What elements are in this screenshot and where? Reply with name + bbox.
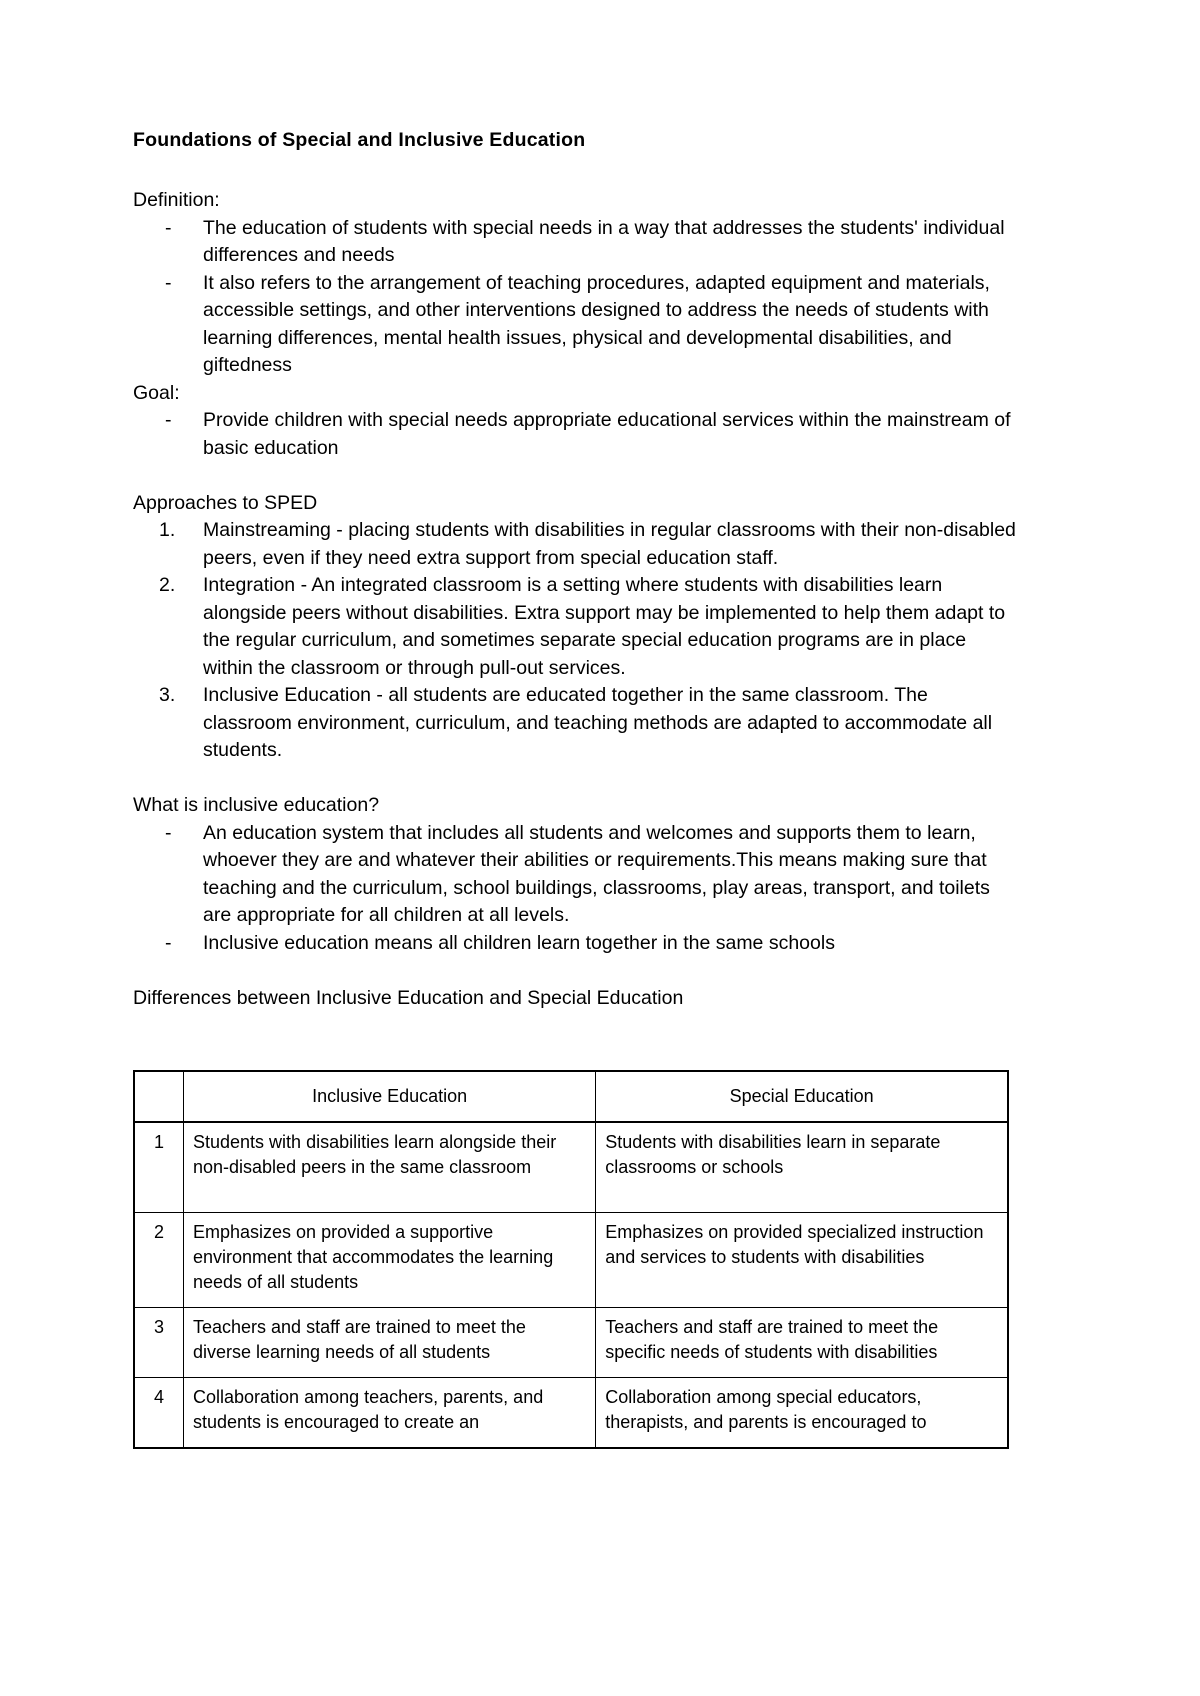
dash-marker: - (165, 931, 172, 954)
definition-heading: Definition: (133, 189, 220, 212)
differences-table-wrapper (133, 1070, 1020, 1449)
table-header-inclusive: Inclusive Education (184, 1071, 596, 1122)
paragraph-spacer (133, 765, 1020, 793)
dash-marker: - (165, 821, 172, 844)
cell-special: Collaboration among special educators, therapists, and parents is encouraged to (596, 1378, 1008, 1449)
table-header (134, 1071, 1008, 1122)
number-marker: 1. (159, 519, 176, 542)
dash-marker: - (165, 216, 172, 239)
cell-special: Teachers and staff are trained to meet the specific needs of students with disabilities (596, 1308, 1008, 1378)
row-number: 4 (134, 1378, 184, 1449)
list-item-text: An education system that includes all students and welcomes and supports them to learn, whoever they are and whatever their abilities or requirements.This means making sure that teaching and the curriculum, school buildings, classrooms, play areas, transport, and toilets are appropriate for all children at all levels. (203, 821, 990, 927)
list-item-text: Inclusive Education - all students are educated together in the same classroom. The classroom environment, curriculum, and teaching methods are adapted to accommodate all students. (203, 684, 993, 762)
table-row (134, 1213, 1008, 1308)
list-item (133, 270, 1020, 380)
list-item-text: The education of students with special needs in a way that addresses the students' individual differences and needs (203, 216, 1005, 267)
list-item (133, 215, 1020, 270)
cell-inclusive: Emphasizes on provided a supportive environment that accommodates the learning needs of all students (184, 1213, 596, 1308)
dash-marker: - (165, 409, 172, 432)
approaches-heading: Approaches to SPED (133, 491, 318, 514)
cell-special: Students with disabilities learn in separate classrooms or schools (596, 1122, 1008, 1213)
list-item (133, 820, 1020, 930)
table-row (134, 1308, 1008, 1378)
goal-heading: Goal: (133, 381, 180, 404)
cell-inclusive: Teachers and staff are trained to meet the diverse learning needs of all students (184, 1308, 596, 1378)
row-number: 1 (134, 1122, 184, 1213)
inclusive-question-list (133, 820, 1020, 958)
differences-table (133, 1070, 1009, 1449)
row-number: 2 (134, 1213, 184, 1308)
dash-marker: - (165, 271, 172, 294)
page-title: Foundations of Special and Inclusive Education (133, 129, 586, 151)
cell-inclusive: Students with disabilities learn alongside their non-disabled peers in the same classroom (184, 1122, 596, 1213)
cell-special: Emphasizes on provided specialized instruction and services to students with disabilities (596, 1213, 1008, 1308)
differences-heading: Differences between Inclusive Education and Special Education (133, 986, 684, 1009)
list-item-text: Inclusive education means all children learn together in the same schools (203, 931, 835, 954)
list-item (133, 517, 1020, 572)
paragraph-spacer (133, 957, 1020, 985)
definition-list (133, 215, 1020, 380)
list-item-text: Mainstreaming - placing students with disabilities in regular classrooms with their non-disabled peers, even if they need extra support from special education staff. (203, 519, 1016, 569)
list-item (133, 930, 1020, 958)
list-item-text: It also refers to the arrangement of teaching procedures, adapted equipment and materials, accessible settings, and other interventions designed to address the needs of students with learning differences, mental health issues, physical and developmental disabilities, and giftedness (203, 271, 990, 377)
row-number: 3 (134, 1308, 184, 1378)
table-header-row (134, 1071, 1008, 1122)
paragraph-spacer (133, 462, 1020, 490)
number-marker: 3. (159, 684, 176, 707)
list-item (133, 572, 1020, 682)
list-item (133, 407, 1020, 462)
cell-inclusive: Collaboration among teachers, parents, and students is encouraged to create an (184, 1378, 596, 1449)
goal-list (133, 407, 1020, 462)
number-marker: 2. (159, 574, 176, 597)
list-item (133, 682, 1020, 765)
list-item-text: Integration - An integrated classroom is a setting where students with disabilities learn alongside peers without disabilities. Extra support may be implemented to help them adapt to the regular curriculum, and sometimes separate special education programs are in place within the classroom or through pull-out services. (203, 574, 1006, 679)
table-row (134, 1378, 1008, 1449)
list-item-text: Provide children with special needs appropriate educational services within the mainstream of basic education (203, 409, 1011, 459)
table-header-special: Special Education (596, 1071, 1008, 1122)
table-row (134, 1122, 1008, 1213)
table-header-num (134, 1071, 184, 1122)
approaches-list (133, 517, 1020, 765)
table-body (134, 1122, 1008, 1448)
inclusive-question-heading: What is inclusive education? (133, 794, 380, 817)
